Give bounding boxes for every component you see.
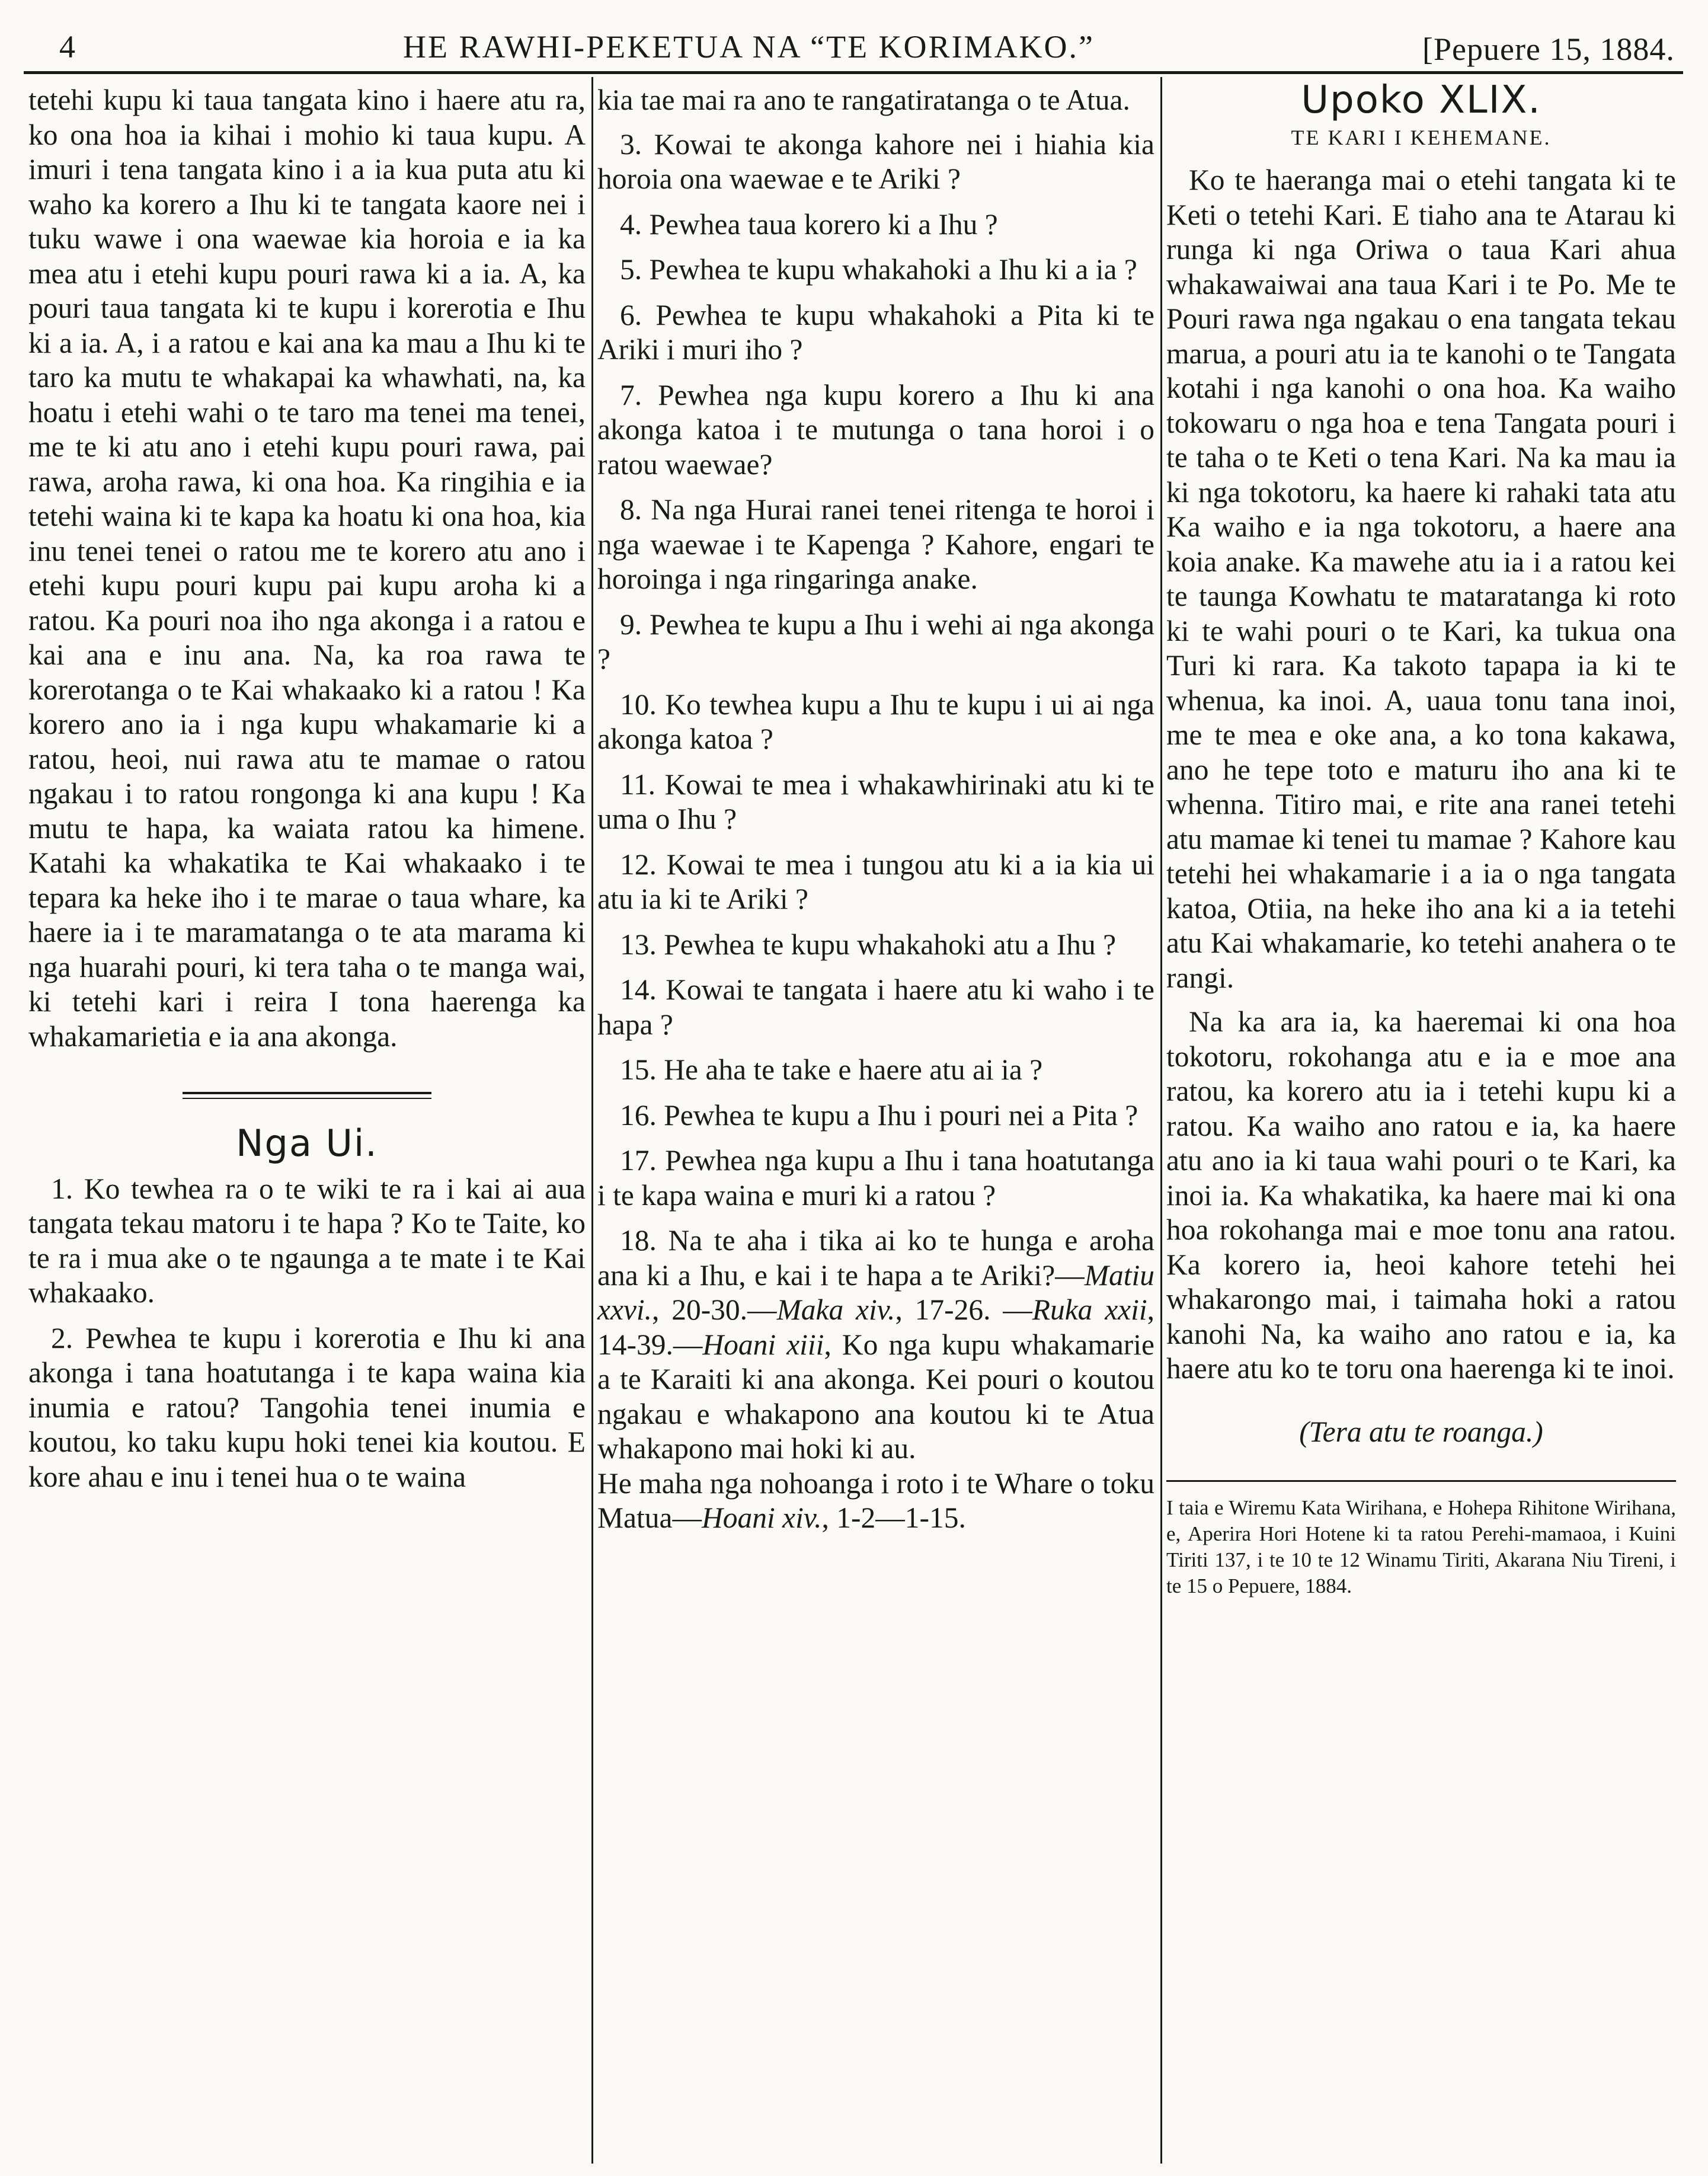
scripture-ref-verse: , 14-39.— [597, 1293, 1155, 1361]
closing-verse [597, 1466, 1154, 1536]
chapter-subtitle: TE KARI I KEHEMANE. [1291, 125, 1552, 149]
column-3 [1166, 78, 1676, 1599]
section-rule [183, 1092, 431, 1099]
newspaper-title: HE RAWHI-PEKETUA NA “TE KORIMAKO.” [403, 29, 1095, 65]
question-18-after: , Ko nga kupu whakamarie a te Karaiti ki ana akonga. Kei pouri o koutou ngakau e whakapono ana koutou ki te Atua whakapono mai hoki ki au. [597, 1328, 1154, 1465]
question-item: 15. He aha te take e haere atu ai ia ? [620, 1053, 1043, 1086]
question-item: 16. Pewhea te kupu a Ihu i pouri nei a Pita ? [620, 1098, 1138, 1132]
question-item: 13. Pewhea te kupu whakahoki atu a Ihu ? [620, 928, 1117, 961]
question-item: 11. Kowai te mea i whakawhirinaki atu ki te uma o Ihu ? [597, 768, 1154, 835]
scripture-ref-book: Hoani xiv. [701, 1501, 822, 1534]
question-item: 12. Kowai te mea i tungou atu ki a ia kia ui atu ia ki te Ariki ? [597, 848, 1154, 915]
chapter-title: Upoko XLIX. [1301, 78, 1541, 122]
question-18-text: 18. Na te aha i tika ai ko te hunga e aroha ana ki a Ihu, e kai i te hapa a te Ariki?— [597, 1224, 1154, 1292]
to-be-continued: (Tera atu te roanga.) [1299, 1415, 1543, 1448]
scripture-ref-book: Matiu xxvi. [597, 1258, 1154, 1326]
column-divider-1 [591, 77, 593, 2164]
question-item: 17. Pewhea nga kupu a Ihu i tana hoatutanga i te kapa waina e muri ki a ratou ? [597, 1144, 1154, 1212]
chapter-paragraph: Na ka ara ia, ka haeremai ki ona hoa tokotoru, rokohanga atu e ia e moe ana ratou, ka korero atu ia i tetehi kupu ki a ratou. Ka waiho ano ratou e ia, ka haere atu ano ia ki taua wahi pouri o te Kari, ka inoi ia. Ka whakatika, ka haere mai ki ona hoa rokohanga mai e moe tonu ana ratou. Ka korero ia, heoi kahore tetehi hei whakarongo mai, i taimaha hoki a ratou kanohi Na, ka waiho ano ratou e ia, ka haere atu ko te toru ona haerenga ki te inoi. [1166, 1005, 1676, 1385]
answer-continuation: kia tae mai ra ano te rangatiratanga o te Atua. [597, 84, 1130, 116]
question-item: 4. Pewhea taua korero ki a Ihu ? [620, 207, 998, 241]
question-item: 1. Ko tewhea ra o te wiki te ra i kai ai aua tangata tekau matoru i te hapa ? Ko te Taite, ko te ra i mua ake o te ngaunga a te mate i te Kai whakaako. [28, 1172, 586, 1309]
scripture-ref-verse: , 1-2—1-15. [821, 1501, 966, 1534]
page-header [24, 23, 1683, 70]
question-item: 14. Kowai te tangata i haere atu ki waho i te hapa ? [597, 973, 1154, 1041]
column-2 [597, 83, 1154, 1536]
question-item: 9. Pewhea te kupu a Ihu i wehi ai nga akonga ? [597, 608, 1154, 675]
question-item: 6. Pewhea te kupu whakahoki a Pita ki te Ariki i muri iho ? [597, 298, 1154, 366]
question-item: 8. Na nga Hurai ranei tenei ritenga te horoi i nga waewae i te Kapenga ? Kahore, engari te horoinga i nga ringaringa anake. [597, 493, 1154, 595]
printer-imprint: I taia e Wiremu Kata Wirihana, e Hohepa Rihitone Wirihana, e, Aperira Hori Hotene ki ta ratou Perehi-mamaoa, i Kuini Tiriti 137, i te 10 te 12 Winamu Tiriti, Akarana Niu Tireni, i te 15 o Pepuere, 1884. [1166, 1496, 1676, 1597]
question-item: 5. Pewhea te kupu whakahoki a Ihu ki a ia ? [620, 253, 1137, 286]
scripture-ref-verse: , 17-26. — [895, 1293, 1032, 1326]
closing-verse-text: He maha nga nohoanga i roto i te Whare o toku Matua— [597, 1466, 1154, 1534]
column-divider-2 [1160, 77, 1162, 2164]
page-number: 4 [59, 29, 76, 65]
question-item: 7. Pewhea nga kupu korero a Ihu ki ana akonga katoa i te mutunga o tana horoi i o ratou waewae? [597, 378, 1154, 481]
story-continuation: tetehi kupu ki taua tangata kino i haere atu ra, ko ona hoa ia kihai i mohio ki taua kupu. A imuri i tena tangata kino i a ia kua puta atu ki waho ka korero a Ihu ki te tangata kaore nei i tuku wawe i ona waewae kia horoia e ia ka mea atu i etehi kupu pouri rawa ki a ia. A, ka pouri taua tangata ki te kupu i korerotia e Ihu ki a ia. A, i a ratou e kai ana ka mau a Ihu ki te taro ka mutu te whakapai ka whawhati, na, ka hoatu i etehi wahi o te taro ma tenei ma tenei, me te ki atu ano i etehi kupu pouri rawa, pai rawa, aroha rawa, ki ona hoa. Ka ringihia e ia tetehi waina ki te kapa ka hoatu ki ona hoa, kia inu tenei tenei o ratou me te korero atu ano i etehi kupu pouri kupu pai kupu aroha ki a ratou. Ka pouri noa iho nga akonga i a ratou e kai ana e inu ana. Na, ka roa rawa te korerotanga o te Kai whakaako ki a ratou ! Ka korero ano ia i nga kupu whakamarie ki a ratou, heoi, nui rawa atu te mamae o ratou ngakau i to ratou rongonga ki ana kupu ! Ka mutu te hapa, ka waiata ratou ka himene. Katahi ka whakatika te Kai whakaako i te tepara ka heke iho i te marae o taua whare, ka haere ia i te maramatanga o te ata marama ki nga huarahi pouri, ki tera taha o te manga wai, ki tetehi kari i reira I tona haerenga ka whakamarietia e ia ana akonga. [28, 84, 586, 1053]
scripture-ref-book: Maka xiv. [776, 1293, 895, 1326]
question-item-18 [597, 1223, 1154, 1466]
question-item: 3. Kowai te akonga kahore nei i hiahia kia horoia ona waewae e te Ariki ? [597, 127, 1154, 195]
scripture-ref-book: Ruka xxii [1032, 1293, 1147, 1326]
scripture-ref-verse: , 20-30.— [652, 1293, 777, 1326]
questions-heading: Nga Ui. [236, 1121, 378, 1165]
question-item: 2. Pewhea te kupu i korerotia e Ihu ki ana akonga i tana hoatutanga i te kapa waina kia inumia e ratou? Tangohia tenei inumia e koutou, ko taku kupu hoki tenei kia koutou. E kore ahau e inu i tenei hua o te waina [28, 1321, 586, 1493]
scripture-ref-book: Hoani xiii [702, 1328, 824, 1361]
header-rule [24, 71, 1683, 74]
imprint-rule [1166, 1480, 1676, 1482]
column-1 [28, 83, 586, 1505]
question-item: 10. Ko tewhea kupu a Ihu te kupu i ui ai nga akonga katoa ? [597, 688, 1154, 755]
chapter-paragraph: Ko te haeranga mai o etehi tangata ki te Keti o tetehi Kari. E tiaho ana te Atarau ki runga ki nga Oriwa o taua Kari ahua whakawaiwai ana taua Kari i te Po. Me te Pouri rawa nga ngakau o ena tangata tekau marua, a pouri atu ia te kanohi o te Tangata kotahi i nga kanohi o ona hoa. Ka waiho tokowaru o nga hoa e tena Tangata pouri i te taha o te Keti o tena Kari. Na ka mau ia ki nga tokotoru, ka haere ki rahaki tata atu Ka waiho e ia nga tokotoru, a haere ana koia anake. Ka mawehe atu ia i a ratou kei te taunga Kowhatu te mataratanga ki roto ki te wahi pouri o te Kari, ka tukua ona Turi ki rara. Ka takoto tapapa ia ki te whenua, ka inoi. A, uaua tonu tana inoi, me te mea e oke ana, a ko tona kakawa, ano he tepe toto e maturu iho ana ki te whenna. Titiro mai, e rite ana ranei tetehi atu mamae ki tenei tu mamae ? Kahore kau tetehi hei whakamarie i a ia o nga tangata katoa, Otiia, na heke iho ana ki a ia tetehi atu Kai whakamarie, ko tetehi anahera o te rangi. [1166, 164, 1676, 994]
issue-date: [Pepuere 15, 1884. [1422, 31, 1675, 67]
